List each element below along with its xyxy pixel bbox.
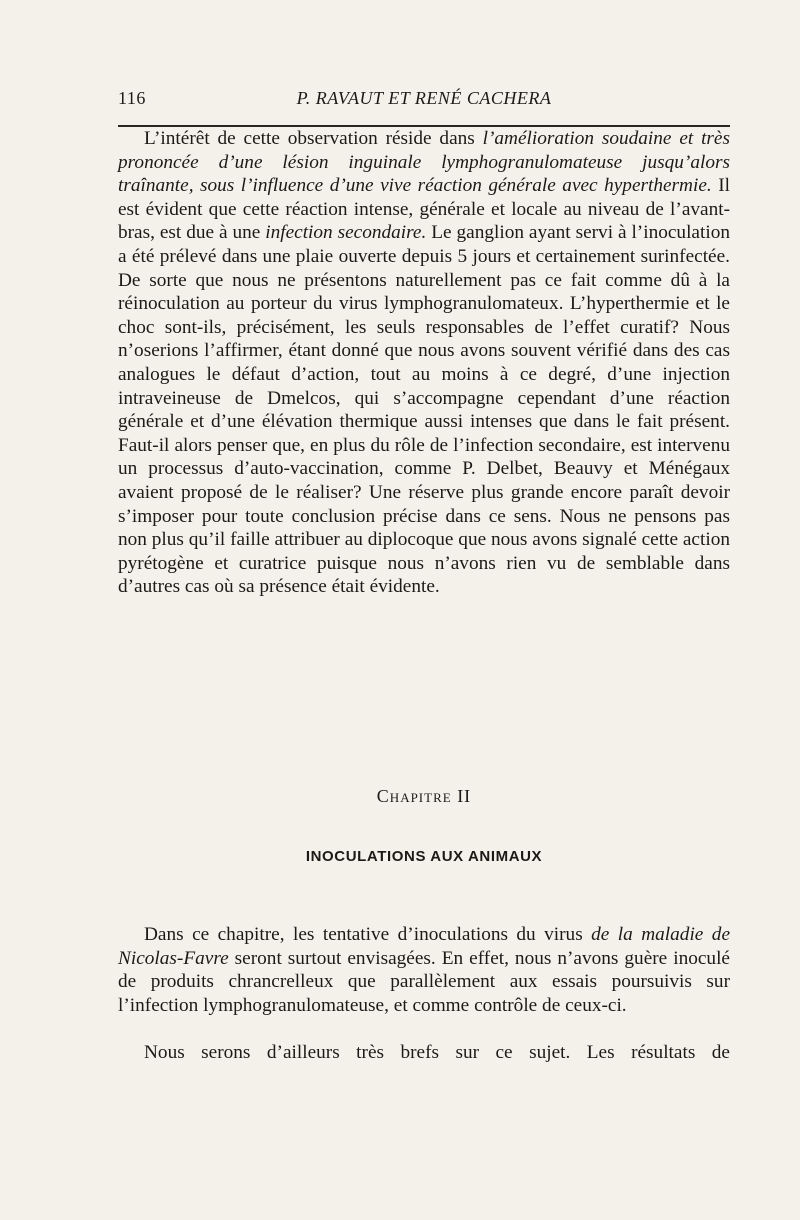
paragraph-1-text-b: Il est évident que cette réaction intense, générale et locale au niveau de l’avant-bras, est due à une — [118, 175, 730, 244]
running-header — [118, 88, 730, 116]
paragraph-2-text-a: Dans ce chapitre, les tentative d’inoculations du virus — [144, 924, 592, 945]
paragraph-1-emphasis-a: l’amélioration soudaine et très prononcée d’une lésion inguinale lymphogranulomateuse jusqu’alors traînante, sous l’influence d’une vive réaction générale avec hyperthermie. — [118, 128, 730, 197]
running-title: P. RAVAUT ET RENÉ CACHERA — [296, 88, 552, 108]
paragraph-1-emphasis-b: infection secondaire. — [265, 222, 427, 244]
paragraph-chapter-intro — [118, 923, 730, 1017]
paragraph-observation — [118, 127, 730, 599]
paragraph-continuation: Nous serons d’ailleurs très brefs sur ce sujet. Les résultats de — [144, 1042, 730, 1063]
paragraph-2-emphasis: de la maladie de Nicolas-Favre — [118, 924, 730, 969]
chapter-heading: Chapitre II — [376, 786, 472, 806]
paragraph-1-text-c: Le ganglion ayant servi à l’inoculation a été prélevé dans une plaie ouverte depuis 5 jours et certainement surinfectée. De sorte que nous ne présentons naturellement pas ce fait comme dû à la réinoculation au porteur du virus lymphogranulomateux. L’hyperthermie et le choc sont-ils, précisément, les seuls responsables de l’effet curatif? Nous n’oserions l’affirmer, étant donné que nous avons souvent vérifié dans des cas analogues le défaut d’action, tout au moins à ce degré, d’une injection intraveineuse de Dmelcos, qui s’accompagne cependant d’une réaction générale et d’une élévation thermique aussi intenses que dans le fait présent. Faut-il alors penser que, en plus du rôle de l’infection secondaire, est intervenu un processus d’auto-vaccination, comme P. Delbet, Beauvy et Ménégaux avaient proposé de le réaliser? Une réserve plus grande encore paraît devoir s’imposer pour toute conclusion précise dans ce sens. Nous ne pensons pas non plus qu’il faille attribuer au diplocoque que nous avons signalé cette action pyrétogène et curatrice puisque nous n’avons rien vu de semblable dans d’autres cas où sa présence était évidente. — [118, 222, 730, 598]
paragraph-1-text-a: L’intérêt de cette observation réside dans — [144, 128, 483, 149]
page-number: 116 — [118, 88, 146, 108]
paragraph-2-text-b: seront surtout envisagées. En effet, nous n’avons guère inoculé de produits chrancrelleux que parallèlement aux essais poursuivis sur l’infection lymphogranulomateuse, et comme contrôle de ceux-ci. — [118, 947, 730, 1016]
section-heading: INOCULATIONS AUX ANIMAUX — [305, 848, 543, 865]
